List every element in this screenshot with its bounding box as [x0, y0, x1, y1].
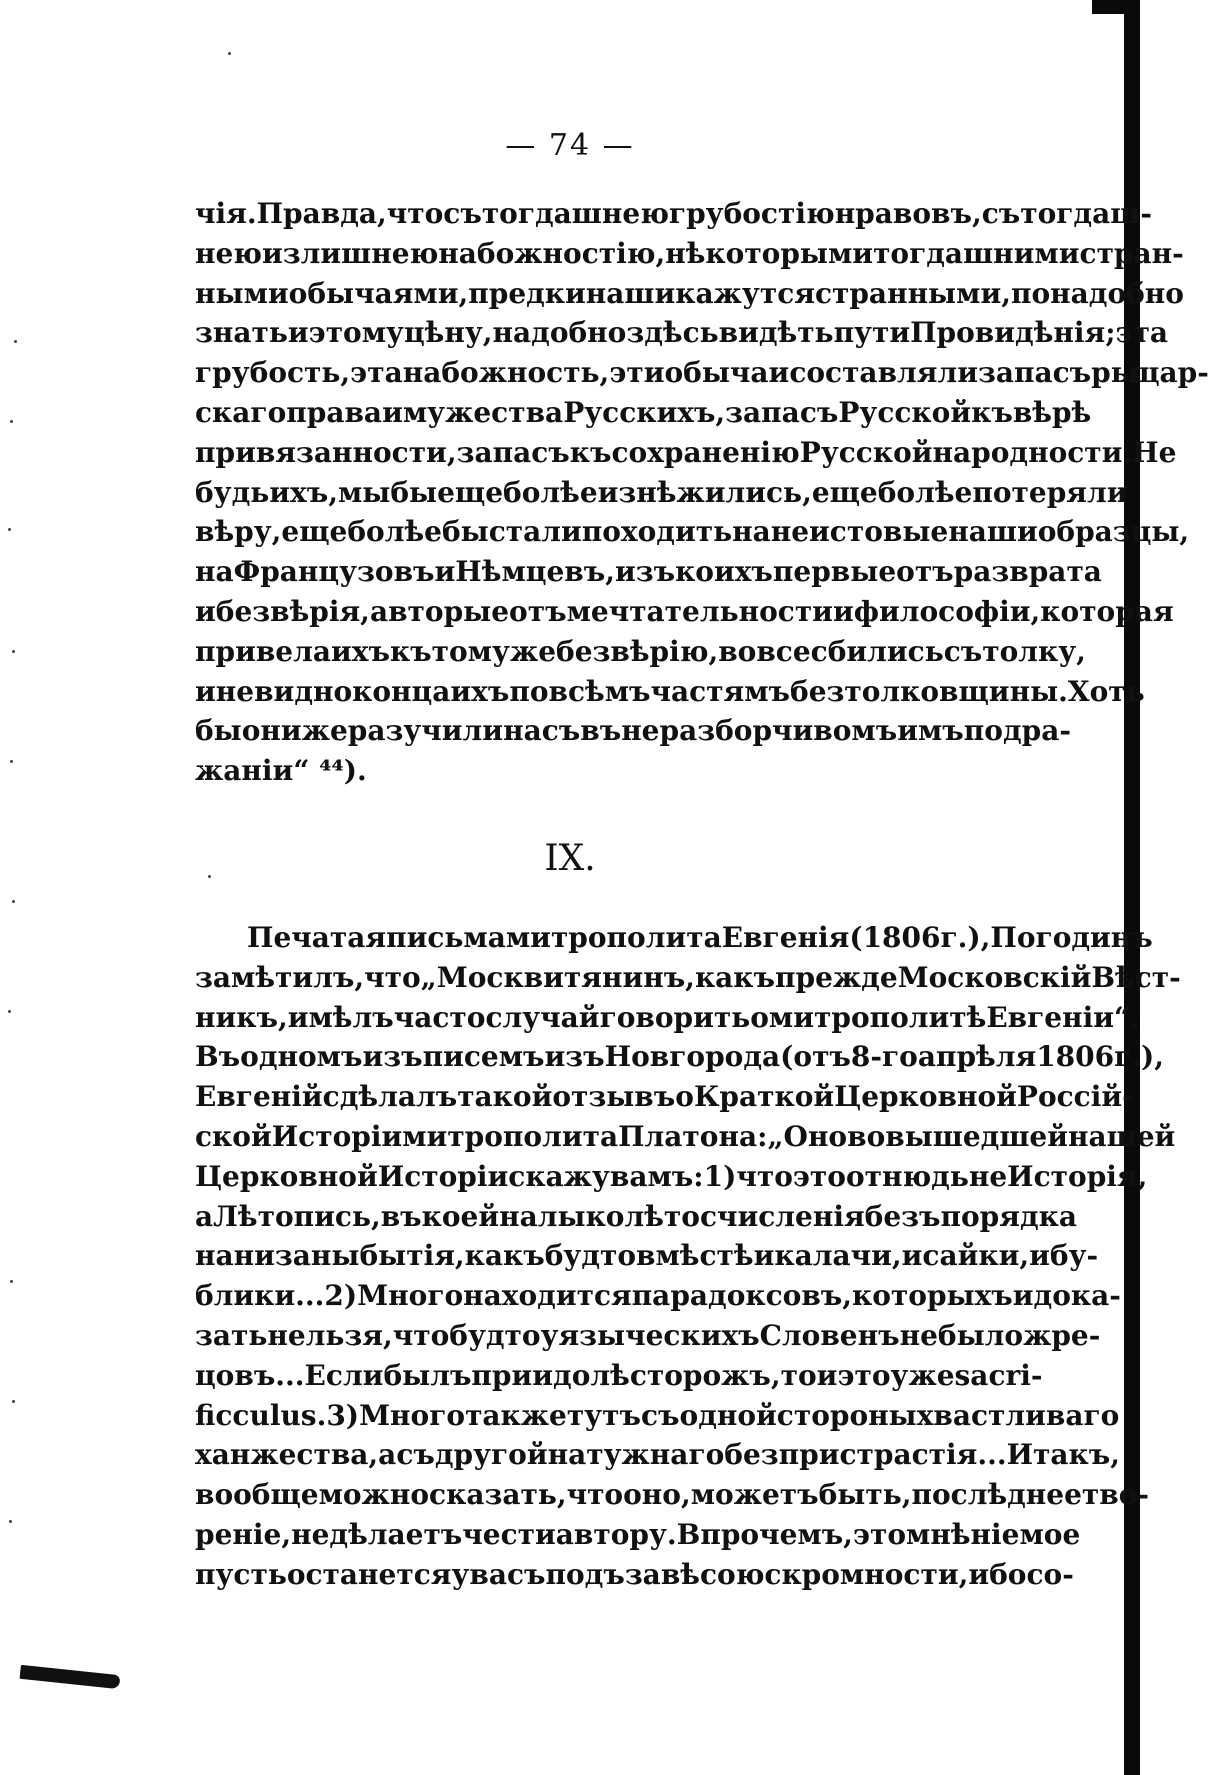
text-line: никъ, имѣлъ часто случай говорить о митрополитѣ Евгеніи“. — [195, 1000, 1140, 1034]
text-line: и безвѣрія, а вторые отъ мечтательности и философіи, которая — [195, 594, 1174, 628]
paragraph-1 — [195, 194, 1209, 791]
scan-speck — [8, 1010, 11, 1013]
text-line: ными обычаями, предки наши кажутся странными, по надобно — [195, 276, 1184, 310]
text-line: и не видно конца ихъ по всѣмъ частямъ безтолковщины. Хоть — [195, 674, 1145, 708]
text-line: Печатая письма митрополита Евгенія (1806 г.), Погодинъ — [247, 921, 1153, 954]
scan-speck — [228, 52, 231, 55]
text-line: привязанности, запасъ къ сохраненію Русской народности. Не — [195, 435, 1177, 469]
text-line: Евгеній сдѣлалъ такой отзывъ о Краткой Церковной Россій- — [195, 1080, 1134, 1114]
scan-edge-corner — [1092, 0, 1126, 14]
text-line: Церковной Исторіи скажу вамъ: 1) что это отнюдь не Исторія, — [195, 1159, 1148, 1193]
text-line: вѣру, еще болѣе бы стали походить на неистовые наши образцы, — [195, 515, 1190, 549]
scan-speck — [9, 1520, 12, 1523]
text-line: грубость, эта набожность, эти обычаи составляли запасъ рыцар- — [195, 356, 1209, 390]
scan-speck — [10, 760, 13, 763]
scan-speck — [8, 528, 11, 531]
text-line: а Лѣтопись, въ коей на лыко лѣтосчисленія безъ порядка — [195, 1199, 1077, 1233]
text-line: Въ одномъ изъ писемъ изъ Новгорода (отъ 8-го апрѣля 1806 г.), — [195, 1040, 1165, 1074]
scan-speck — [10, 420, 13, 423]
text-line: ской Исторіи митрополита Платона: „О нововышедшей нашей — [195, 1119, 1176, 1153]
text-line: нанизаны бытія, какъ будто вмѣстѣ и калачи, и сайки, и бу- — [195, 1239, 1099, 1273]
scan-speck — [12, 1400, 15, 1403]
text-line: нею излишнею набожностію, нѣкоторыми тогдашними стран- — [195, 236, 1184, 270]
text-line: пусть останется у васъ подъ завѣсою скромности, ибо со- — [195, 1557, 1074, 1591]
text-line: скаго права и мужества Русскихъ, запасъ Русской къ вѣрѣ — [195, 395, 1092, 429]
text-line: вообще можно сказать, что оно, можетъ быть, послѣднее тво- — [195, 1478, 1150, 1512]
text-line: реніе, не дѣлаетъ чести автору. Впрочемъ, это мнѣніе мое — [195, 1517, 1081, 1551]
text-line: на Французовъ и Нѣмцевъ, изъ коихъ первые отъ разврата — [195, 555, 1102, 589]
scan-speck — [12, 650, 15, 653]
scan-speck — [10, 1280, 13, 1283]
text-line: зать нельзя, что будто у языческихъ Словенъ не было жре- — [195, 1318, 1101, 1352]
text-line: бы они же разучили насъ въ неразборчивомъ имъ подра- — [195, 714, 1071, 748]
text-line: блики... 2) Много находится парадоксовъ, которыхъ и дока- — [195, 1279, 1121, 1313]
text-line: цовъ... Если былъ при идолѣ сторожъ, то и это уже sacri- — [195, 1358, 1043, 1392]
text-line: ханжества, а съ другой натужнаго безпристрастія... Итакъ, — [195, 1438, 1120, 1472]
text-line: жаніи“ ⁴⁴). — [195, 754, 367, 788]
text-line: замѣтилъ, что „Москвитянинъ, какъ прежде Московскій Вѣст- — [195, 960, 1181, 994]
text-line: привела ихъ къ тому же безвѣрію, вовсе сбились съ толку, — [195, 634, 1086, 668]
text-line: чія. Правда, что съ тогдашнею грубостію нравовъ, съ тогдаш- — [195, 197, 1152, 230]
scan-speck — [14, 340, 17, 343]
scan-speck — [12, 900, 15, 903]
text-line: ficculus. 3) Много также тутъ съ одной стороны хвастливаго — [195, 1398, 1120, 1432]
scan-smudge — [20, 1665, 121, 1689]
text-line: будь ихъ, мы бы еще болѣе изнѣжились, еще болѣе потеряли — [195, 475, 1128, 509]
text-line: знать и этому цѣну, надобно здѣсь видѣть пути Провидѣнія; эта — [195, 316, 1169, 350]
section-heading: IX. — [544, 838, 596, 879]
paragraph-2 — [195, 918, 1181, 1595]
page-number: — 74 — — [505, 128, 635, 163]
